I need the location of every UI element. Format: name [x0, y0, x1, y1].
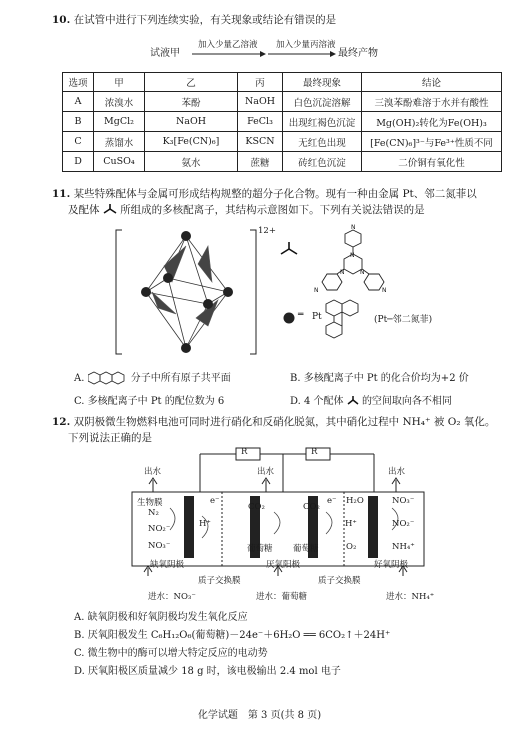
table-row	[63, 132, 502, 152]
electron-1: e⁻	[210, 496, 220, 506]
phenanthroline-structure-icon	[324, 296, 364, 342]
species-no3-b: NO₃⁻	[392, 496, 415, 506]
inlet-1-label: 进水：NO₃⁻	[148, 592, 196, 602]
resistor-1-label: R	[241, 447, 248, 457]
q11-stem-text2b: 所组成的多核配离子，其结构示意图如下。下列有关说法错误的是	[120, 204, 425, 216]
outlet-2-label: 出水	[257, 467, 275, 477]
cell: 苯酚	[145, 92, 238, 112]
q12-stem-text1: 双阴极微生物燃料电池可同时进行硝化和反硝化脱氮，其中硝化过程中 NH₄⁺ 被 O₂ 氧化。	[73, 416, 496, 428]
svg-text:N: N	[350, 252, 355, 259]
species-no2-b: NO₂⁻	[392, 519, 415, 529]
q12-option-c[interactable]: C. 微生物中的酶可以增大特定反应的电动势	[74, 648, 268, 659]
q12-option-a[interactable]: A. 缺氧阴极和好氧阴极均发生氧化反应	[74, 612, 248, 623]
svg-text:N: N	[351, 224, 356, 231]
q11-option-c[interactable]: C. 多核配离子中 Pt 的配位数为 6	[74, 396, 225, 407]
q10-flow-arrows	[190, 50, 340, 58]
hplus-2: H⁺	[345, 519, 357, 529]
header-option: 选项	[63, 73, 94, 92]
q10-flow-arrow1-label: 加入少量乙溶液	[198, 40, 258, 50]
cell: CuSO₄	[94, 152, 145, 172]
q11-option-d[interactable]	[290, 392, 452, 407]
cell: C	[63, 132, 94, 152]
glucose-2: 葡萄糖	[293, 544, 319, 554]
membrane-2-label: 质子交换膜	[318, 576, 361, 586]
tripyridyl-triazine-structure-icon	[308, 222, 418, 302]
inlet-2-label: 进水：葡萄糖	[256, 592, 308, 602]
outlet-1-label: 出水	[144, 467, 162, 477]
header-yi: 乙	[145, 73, 238, 92]
q10-flow-start: 试液甲	[150, 48, 180, 59]
cage-structure-diagram	[112, 222, 262, 362]
q10-flow-arrow2-label: 加入少量丙溶液	[276, 40, 336, 50]
q12-stem-line1	[52, 415, 495, 429]
species-co2-2: CO₂	[303, 502, 320, 512]
q11-stem-text1: 某些特殊配体与金属可形成结构规整的超分子化合物。现有一种由金属 Pt、邻二氮菲以	[73, 188, 477, 200]
cell: D	[63, 152, 94, 172]
species-co2-1: CO₂	[248, 502, 265, 512]
header-jia: 甲	[94, 73, 145, 92]
cell: MgCl₂	[94, 112, 145, 132]
cell: 砖红色沉淀	[283, 152, 362, 172]
resistor-2-label: R	[311, 447, 318, 457]
header-conclusion: 结论	[362, 73, 502, 92]
cell: K₃[Fe(CN)₆]	[145, 132, 238, 152]
svg-text:N: N	[382, 287, 387, 294]
q10-table-header	[63, 73, 502, 92]
q11-option-d-prefix: D. 4 个配体	[290, 396, 344, 407]
species-nh4: NH₄⁺	[392, 542, 415, 552]
cage-charge: 12+	[258, 226, 276, 236]
pt-phen-symbol-icon	[282, 311, 296, 325]
svg-text:N: N	[340, 269, 345, 276]
table-row	[63, 152, 502, 172]
hplus-1: H⁺	[199, 519, 211, 529]
cell: 蔗糖	[238, 152, 283, 172]
arrow-icon: ═	[298, 310, 304, 320]
q11-option-a-text: 分子中所有原子共平面	[130, 373, 231, 384]
q10-stem-text: 在试管中进行下列连续实验，有关现象或结论有错误的是	[73, 14, 337, 26]
q11-option-a[interactable]	[74, 369, 231, 385]
q12-number: 12.	[52, 416, 71, 428]
cell: KSCN	[238, 132, 283, 152]
header-phenomenon: 最终现象	[283, 73, 362, 92]
species-no3: NO₃⁻	[148, 541, 171, 551]
cell: 氨水	[145, 152, 238, 172]
species-h2o: H₂O	[346, 496, 364, 506]
glucose-1: 葡萄糖	[247, 544, 273, 554]
species-n2: N₂	[148, 508, 159, 518]
cell: NaOH	[238, 92, 283, 112]
q12-stem-line2: 下列说法正确的是	[68, 432, 152, 444]
q11-number: 11.	[52, 188, 71, 200]
zone-anaerobic-anode: 厌氧阳极	[266, 560, 301, 570]
header-bing: 丙	[238, 73, 283, 92]
cell: 无红色出现	[283, 132, 362, 152]
ligand-icon	[103, 203, 117, 214]
species-o2: O₂	[346, 542, 357, 552]
cell: Mg(OH)₂转化为Fe(OH)₃	[362, 112, 502, 132]
ligand-symbol-icon	[279, 240, 299, 256]
q10-table	[62, 72, 502, 172]
phenanthroline-small-icon	[88, 369, 128, 385]
q10-number: 10.	[52, 14, 71, 26]
cell: 出现红褐色沉淀	[283, 112, 362, 132]
cell: NaOH	[145, 112, 238, 132]
cell: FeCl₃	[238, 112, 283, 132]
cell: 浓溴水	[94, 92, 145, 112]
cell: 二价铜有氧化性	[362, 152, 502, 172]
svg-text:N: N	[314, 287, 319, 294]
cell: 白色沉淀溶解	[283, 92, 362, 112]
membrane-1-label: 质子交换膜	[198, 576, 241, 586]
q10-stem	[52, 13, 336, 27]
pt-label: Pt	[312, 312, 322, 322]
q10-flow-end: 最终产物	[338, 48, 378, 59]
zone-anoxic-cathode: 缺氧阴极	[150, 560, 185, 570]
species-no2: NO₂⁻	[148, 524, 171, 534]
cell: 三溴苯酚难溶于水并有酸性	[362, 92, 502, 112]
q12-option-d[interactable]: D. 厌氧阳极区质量减少 18 g 时，该电极输出 2.4 mol 电子	[74, 666, 341, 677]
ligand-icon	[347, 395, 359, 405]
outlet-3-label: 出水	[388, 467, 406, 477]
q12-option-b[interactable]: B. 厌氧阳极发生 C₆H₁₂O₆(葡萄糖)－24e⁻＋6H₂O ══ 6CO₂↑＋24H⁺	[74, 630, 391, 641]
electron-2: e⁻	[327, 496, 337, 506]
biofilm-label: 生物膜	[137, 498, 163, 508]
cell: A	[63, 92, 94, 112]
q11-stem-line2	[68, 203, 425, 217]
q11-option-a-prefix: A.	[74, 373, 85, 384]
zone-aerobic-cathode: 好氧阴极	[374, 560, 409, 570]
svg-text:N: N	[360, 269, 365, 276]
page-footer: 化学试题 第 3 页(共 8 页)	[197, 710, 322, 721]
q11-stem-line1	[52, 187, 477, 201]
table-row	[63, 112, 502, 132]
table-row	[63, 92, 502, 112]
cell: 蒸馏水	[94, 132, 145, 152]
phen-label: (Pt─邻二氮菲)	[374, 315, 433, 325]
q11-stem-text2a: 及配体	[68, 204, 100, 216]
cell: B	[63, 112, 94, 132]
q11-option-b[interactable]: B. 多核配离子中 Pt 的化合价均为+2 价	[290, 373, 469, 384]
inlet-3-label: 进水：NH₄⁺	[386, 592, 435, 602]
q11-option-d-text: 的空间取向各不相同	[361, 396, 452, 407]
cell: [Fe(CN)₆]³⁻与Fe³⁺性质不同	[362, 132, 502, 152]
